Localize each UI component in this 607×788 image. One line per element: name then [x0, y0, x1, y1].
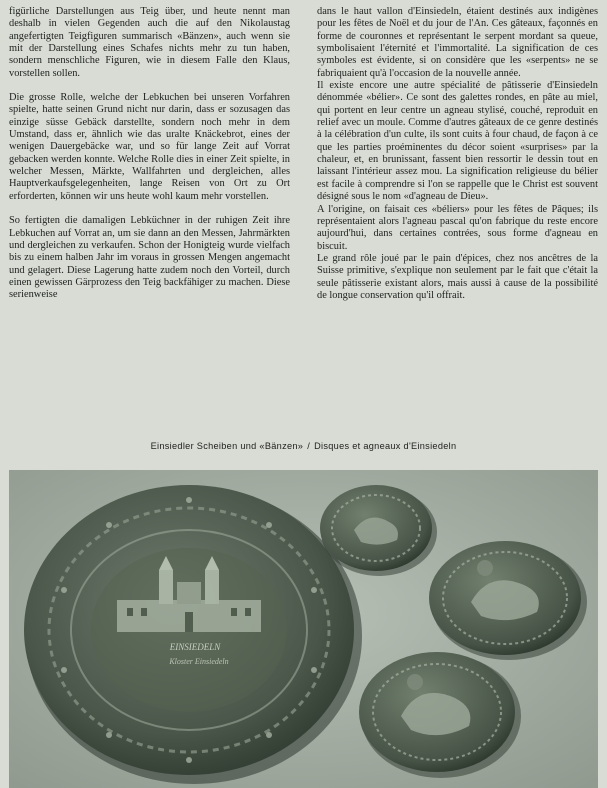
french-text-column [317, 6, 598, 302]
french-paragraph-2: Il existe encore une autre spécialité de pâtisserie d'Einsiedeln dénommée «bélier». Ce sont des galettes rondes, en pâte au miel, qui portent en leur centre un agneau stylisé, couché, reproduit en relief avec un moule. Comme d'autres gâteaux de ce genre destinés à la célébration d'un culte, ils sont cuits à four chaud, de façon à ce que les parties proéminentes du décor soient «surprises» par la chaleur, et, en brunissant, fassent bien ressortir le dessin tout en laissant l'intérieur assez mou. La signification religieuse du bélier est facile à comprendre si l'on se rappelle que le Christ est souvent désigné sous le nom «d'agneau de Dieu». [317, 80, 598, 203]
large-disc-inscription-line1: EINSIEDELN [169, 642, 221, 652]
german-text-column [9, 6, 290, 302]
photo-illustration [9, 470, 598, 788]
photo-caption [0, 441, 607, 451]
german-paragraph-3: So fertigten die damaligen Lebküchner in der ruhigen Zeit ihre Lebkuchen auf Vorrat an, um sie dann an den Messen, Jahrmärkten und dergleichen zu verkaufen. Schon der Honigteig wurde vielfach bis zu einem halben Jahr im voraus in grossen Mengen angemacht und gelagert. Diese Lagerung hatte zudem noch den Vorteil, durch einen gewissen Gärprozess den Teig backfähiger zu machen. Diese serienweise [9, 215, 290, 301]
french-paragraph-1: dans le haut vallon d'Einsiedeln, étaient destinés aux indigènes pour les fêtes de Noël et du jour de l'An. Ces gâteaux, façonnés en forme de couronnes et représentant le serpent mordant sa queue, symbolisaient l'éternité et l'immortalité. La signification de ces symboles est évidente, si on considère que les «serpents» ne se fabriquaient qu'à l'occasion de la nouvelle année. [317, 6, 598, 79]
caption-separator: / [307, 441, 311, 451]
german-paragraph-1: figürliche Darstellungen aus Teig über, und heute nennt man deshalb in vielen Gegenden auch die auf den Nikolaustag angefertigten Teigfiguren summarisch «Bänzen», auch wenn sie mit der Darstellung eines Schafes nichts mehr zu tun haben, sondern menschliche Figuren, wie in diesem Falle den Klaus, vorstellen sollen. [9, 6, 290, 79]
large-disc-inscription-line2: Kloster Einsiedeln [169, 657, 229, 666]
german-paragraph-2: Die grosse Rolle, welche der Lebkuchen bei unseren Vorfahren spielte, hatte seinen Grund nicht nur darin, dass er sozusagen das einzige süsse Gebäck darstellte, sondern noch mehr in dem Umstand, dass er, ähnlich wie das uralte Knäckebrot, eines der wenigen Dauergebäcke war, und so für lange Zeit auf Vorrat gebacken werden konnte. Welche Rolle dies in einer Zeit spielte, in welcher Messen, Märkte, Wallfahrten und dergleichen, alles Hauptverkaufsgelegenheiten, lange Reisen von Ort zu Ort erforderten, können wir uns heute wohl kaum mehr vorstellen. [9, 92, 290, 202]
photograph-gingerbread-discs [9, 470, 598, 788]
french-paragraph-3: A l'origine, on faisait ces «béliers» pour les fêtes de Pâques; ils représentaient alors l'agneau pascal qu'on fabrique du reste encore aujourd'hui, dans certaines contrées, sous forme d'agneau en biscuit. [317, 203, 598, 252]
french-paragraph-4: Le grand rôle joué par le pain d'épices, chez nos ancêtres de la Suisse primitive, s'explique non seulement par le fait que c'était la seule pâtisserie existant alors, mais aussi à cause de la possibilité de longue conservation qu'il offrait. [317, 252, 598, 301]
caption-french: Disques et agneaux d'Einsiedeln [314, 441, 457, 451]
caption-german: Einsiedler Scheiben und «Bänzen» [150, 441, 304, 451]
